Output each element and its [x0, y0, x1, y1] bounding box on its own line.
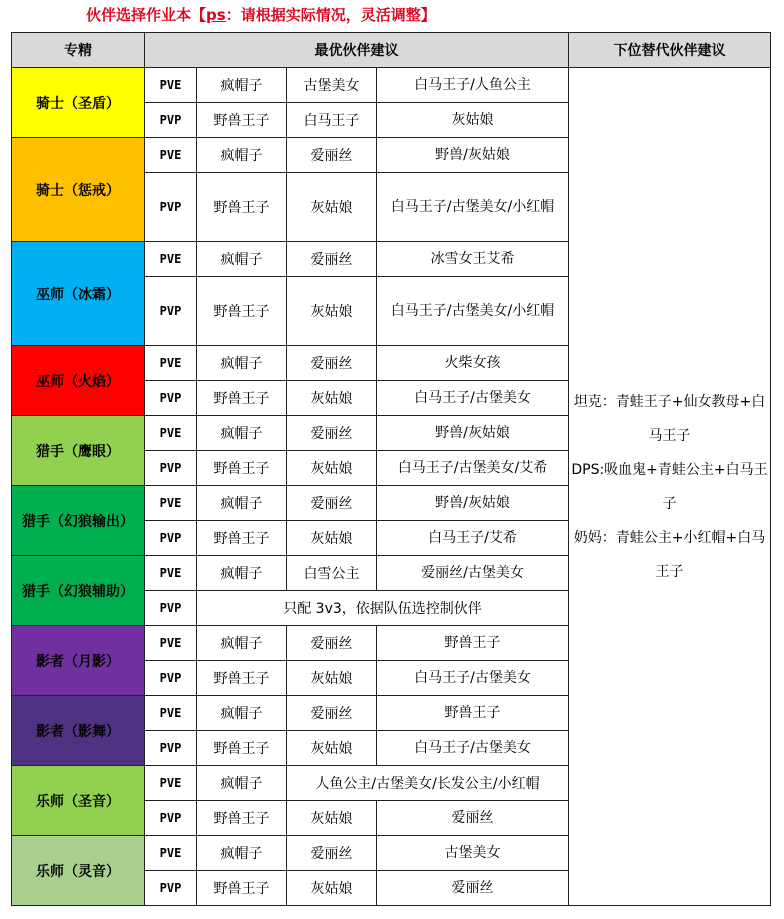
partner-cell: 野兽/灰姑娘: [377, 486, 569, 521]
mode-cell: PVE: [145, 556, 197, 591]
partner-cell: 爱丽丝/古堡美女: [377, 556, 569, 591]
mode-cell: PVE: [145, 416, 197, 451]
partner-cell: 野兽王子: [197, 381, 287, 416]
header-alt: 下位替代伙伴建议: [569, 33, 771, 68]
partner-cell: 疯帽子: [197, 242, 287, 277]
mode-cell: PVE: [145, 68, 197, 103]
partner-cell: 野兽王子: [197, 661, 287, 696]
partner-cell: 疯帽子: [197, 138, 287, 173]
partner-cell: 野兽王子: [377, 696, 569, 731]
partner-cell: 疯帽子: [197, 626, 287, 661]
partner-cell: 灰姑娘: [287, 521, 377, 556]
mode-cell: PVE: [145, 486, 197, 521]
partner-cell: 野兽王子: [197, 451, 287, 486]
partner-cell: 爱丽丝: [287, 416, 377, 451]
spec-cell: 巫师（冰霜）: [12, 242, 145, 346]
spec-cell: 猎手（幻狼辅助）: [12, 556, 145, 626]
mode-cell: PVP: [145, 173, 197, 242]
spec-cell: 巫师（火焰）: [12, 346, 145, 416]
partner-cell: 疯帽子: [197, 766, 287, 801]
mode-cell: PVP: [145, 381, 197, 416]
mode-cell: PVP: [145, 731, 197, 766]
partner-cell: 野兽/灰姑娘: [377, 138, 569, 173]
partner-cell: 灰姑娘: [377, 103, 569, 138]
mode-cell: PVE: [145, 138, 197, 173]
title-suffix: ：请根据实际情况，灵活调整】: [225, 6, 436, 24]
header-best: 最优伙伴建议: [145, 33, 569, 68]
partner-cell: 疯帽子: [197, 486, 287, 521]
mode-cell: PVE: [145, 626, 197, 661]
mode-cell: PVP: [145, 871, 197, 906]
partner-cell: 野兽/灰姑娘: [377, 416, 569, 451]
header-row: [12, 33, 771, 68]
mode-cell: PVP: [145, 451, 197, 486]
partner-table: [11, 32, 771, 906]
partner-cell: 白马王子/人鱼公主: [377, 68, 569, 103]
partner-cell: 白马王子/艾希: [377, 521, 569, 556]
partner-cell: 白马王子/古堡美女/小红帽: [377, 173, 569, 242]
spec-cell: 乐师（圣音）: [12, 766, 145, 836]
partner-cell: 疯帽子: [197, 696, 287, 731]
partner-cell: 爱丽丝: [287, 626, 377, 661]
table-row: [12, 68, 771, 103]
partner-cell: 灰姑娘: [287, 173, 377, 242]
spec-cell: 猎手（幻狼输出）: [12, 486, 145, 556]
mode-cell: PVP: [145, 521, 197, 556]
spec-cell: 猎手（鹰眼）: [12, 416, 145, 486]
mode-cell: PVE: [145, 836, 197, 871]
partner-cell: 白马王子/古堡美女/艾希: [377, 451, 569, 486]
partner-cell: 野兽王子: [197, 173, 287, 242]
partner-cell: 灰姑娘: [287, 801, 377, 836]
partner-cell: 野兽王子: [197, 801, 287, 836]
partner-cell: 野兽王子: [197, 871, 287, 906]
title-prefix: 伙伴选择作业本【: [86, 6, 207, 24]
table-body: [12, 68, 771, 906]
partner-cell: 白雪公主: [287, 556, 377, 591]
mode-cell: PVE: [145, 696, 197, 731]
partner-cell: 白马王子: [287, 103, 377, 138]
alternative-item: DPS:吸血鬼+青蛙公主+白马王子: [571, 461, 768, 512]
partner-cell: 疯帽子: [197, 416, 287, 451]
header-spec: 专精: [12, 33, 145, 68]
partner-cell: 火柴女孩: [377, 346, 569, 381]
partner-cell: 冰雪女王艾希: [377, 242, 569, 277]
partner-cell: 野兽王子: [377, 626, 569, 661]
partner-cell: 灰姑娘: [287, 451, 377, 486]
spec-cell: 乐师（灵音）: [12, 836, 145, 906]
partner-cell: 爱丽丝: [377, 801, 569, 836]
partner-cell: 疯帽子: [197, 556, 287, 591]
note-cell: 只配 3v3，依据队伍选控制伙伴: [197, 591, 569, 626]
alternatives-cell: [569, 68, 771, 906]
spec-cell: 骑士（惩戒）: [12, 138, 145, 242]
partner-cell: 疯帽子: [197, 68, 287, 103]
partner-cell: 野兽王子: [197, 277, 287, 346]
partner-cell: 爱丽丝: [287, 138, 377, 173]
partner-cell: 爱丽丝: [287, 486, 377, 521]
mode-cell: PVP: [145, 277, 197, 346]
mode-cell: PVP: [145, 103, 197, 138]
partner-cell: 白马王子/古堡美女: [377, 381, 569, 416]
partner-cell: 白马王子/古堡美女: [377, 661, 569, 696]
partner-cell: 灰姑娘: [287, 381, 377, 416]
partner-cell: 白马王子/古堡美女: [377, 731, 569, 766]
alternative-item: 奶妈：青蛙公主+小红帽+白马王子: [573, 529, 766, 580]
partner-cell: 古堡美女: [377, 836, 569, 871]
title-ps: ps: [206, 6, 226, 24]
partner-cell: 野兽王子: [197, 731, 287, 766]
spec-cell: 影者（影舞）: [12, 696, 145, 766]
mode-cell: PVP: [145, 661, 197, 696]
partner-cell: 爱丽丝: [287, 242, 377, 277]
partner-cell: 灰姑娘: [287, 731, 377, 766]
mode-cell: PVE: [145, 346, 197, 381]
mode-cell: PVP: [145, 801, 197, 836]
partner-cell: 人鱼公主/古堡美女/长发公主/小红帽: [287, 766, 569, 801]
alternative-item: 坦克：青蛙王子+仙女教母+白马王子: [573, 393, 766, 444]
spec-cell: 影者（月影）: [12, 626, 145, 696]
mode-cell: PVE: [145, 242, 197, 277]
partner-cell: 灰姑娘: [287, 871, 377, 906]
partner-cell: 灰姑娘: [287, 277, 377, 346]
mode-cell: PVP: [145, 591, 197, 626]
partner-cell: 野兽王子: [197, 103, 287, 138]
partner-cell: 灰姑娘: [287, 661, 377, 696]
partner-cell: 疯帽子: [197, 836, 287, 871]
mode-cell: PVE: [145, 766, 197, 801]
partner-cell: 爱丽丝: [287, 836, 377, 871]
partner-cell: 疯帽子: [197, 346, 287, 381]
partner-cell: 爱丽丝: [377, 871, 569, 906]
partner-cell: 白马王子/古堡美女/小红帽: [377, 277, 569, 346]
spec-cell: 骑士（圣盾）: [12, 68, 145, 138]
partner-cell: 爱丽丝: [287, 696, 377, 731]
partner-cell: 野兽王子: [197, 521, 287, 556]
partner-cell: 爱丽丝: [287, 346, 377, 381]
page-title: [86, 3, 436, 27]
partner-cell: 古堡美女: [287, 68, 377, 103]
